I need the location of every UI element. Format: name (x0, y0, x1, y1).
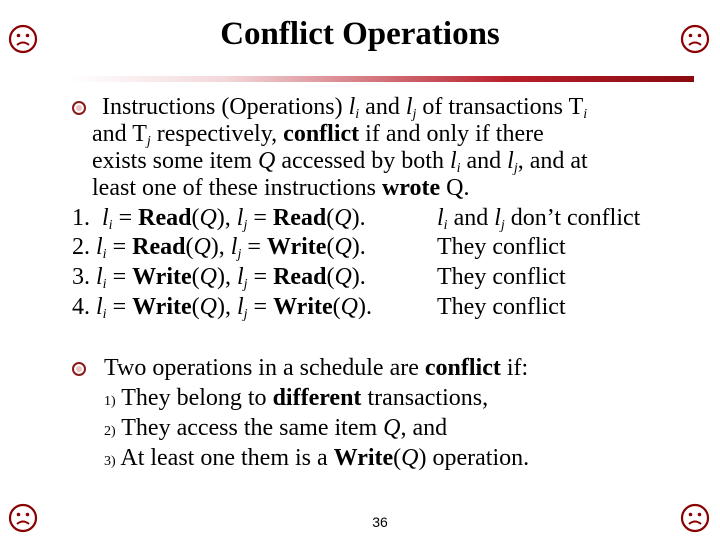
bullet-1-line-4: least one of these instructions wrote Q. (92, 175, 470, 201)
bullet-1-line-1: Instructions (Operations) $l_i$ and $l_j$ of transactions $T_i$ (102, 94, 588, 122)
slide-title: Conflict Operations (220, 16, 500, 52)
case-4-verdict: They conflict (437, 294, 566, 320)
case-4: 4. $l_i$ = Write(Q), $l_j$ = Write(Q). (72, 294, 372, 322)
bullet-2-line: Two operations in a schedule are conflict if: (104, 355, 529, 381)
title-divider (70, 76, 694, 82)
bullet-1-line-2: and $T_j$ respectively, conflict if and only if there (92, 121, 544, 149)
frowny-face-icon (680, 503, 710, 533)
frowny-face-icon (8, 503, 38, 533)
case-3: 3. $l_i$ = Write(Q), $l_j$ = Read(Q). (72, 264, 366, 292)
hollow-circle-bullet-icon (72, 362, 86, 376)
bullet-1-line-3: exists some item Q accessed by both $l_i$ and $l_j$, and at (92, 148, 588, 176)
case-3-verdict: They conflict (437, 264, 566, 290)
case-2: 2. $l_i$ = Read(Q), $l_j$ = Write(Q). (72, 234, 366, 262)
condition-3: 3) At least one them is a Write(Q) operation. (104, 445, 530, 471)
condition-1: 1) They belong to different transactions, (104, 385, 489, 411)
page-number: 36 (372, 514, 388, 530)
case-1: 1. $l_i$ = Read(Q), $l_j$ = Read(Q). (72, 205, 366, 233)
case-2-verdict: They conflict (437, 234, 566, 260)
condition-2: 2) They access the same item Q, and (104, 415, 448, 441)
case-1-verdict: $l_i$ and $l_j$ don’t conflict (437, 205, 641, 233)
hollow-circle-bullet-icon (72, 101, 86, 115)
